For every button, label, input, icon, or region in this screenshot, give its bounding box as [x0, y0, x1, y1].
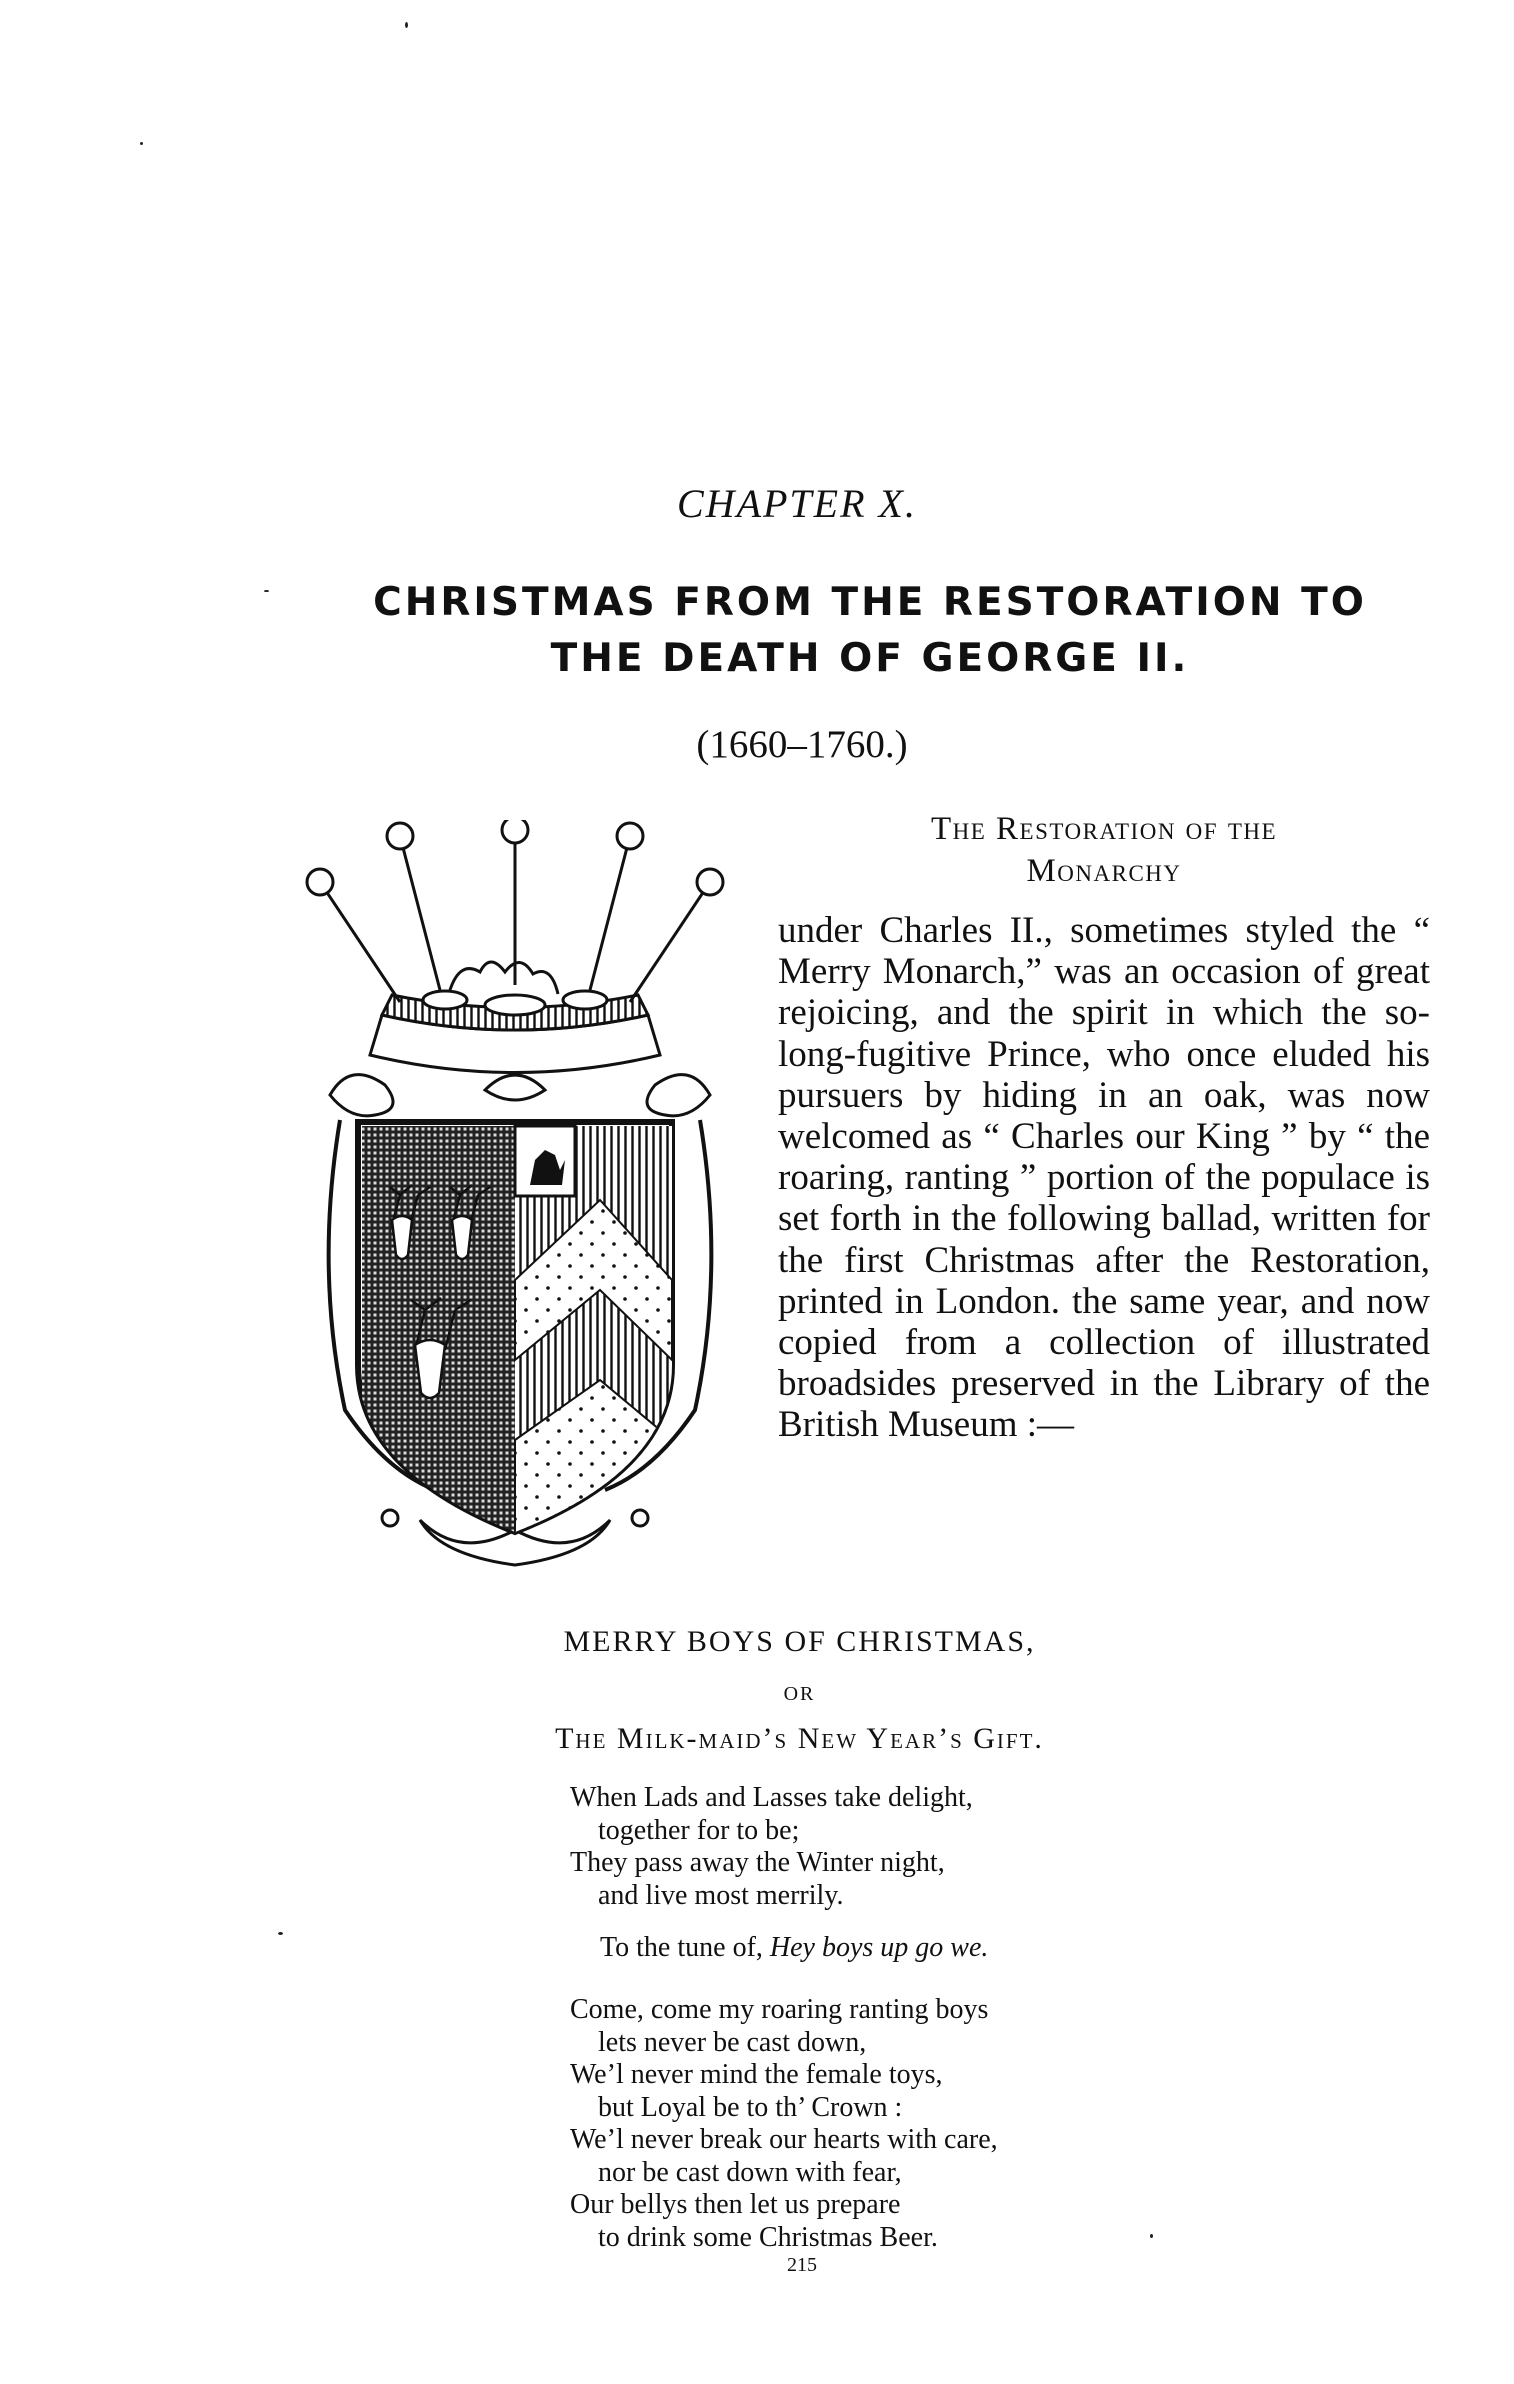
tune-prefix: To the tune of, [600, 1932, 763, 1963]
page-number: 215 [787, 2254, 817, 2276]
verse-line: They pass away the Winter night, [570, 1847, 945, 1878]
scan-speck [405, 22, 408, 28]
chapter-label: CHAPTER X. [677, 481, 917, 526]
verse-line: but Loyal be to th’ Crown : [598, 2091, 903, 2123]
verse-line: lets never be cast down, [598, 2026, 867, 2058]
ballad-subtitle: The Milk-maid’s New Year’s Gift. [555, 1722, 1044, 1755]
scan-speck [264, 590, 269, 592]
crown-icon [307, 820, 723, 1073]
verse-line: to drink some Christmas Beer. [598, 2221, 938, 2253]
verse-line: together for to be; [598, 1814, 800, 1846]
chapter-title [300, 575, 1440, 687]
tune-name: Hey boys up go we. [769, 1932, 989, 1963]
ballad-title: MERRY BOYS OF CHRISTMAS, [563, 1625, 1036, 1658]
verse-line: Our bellys then let us prepare [570, 2189, 901, 2220]
tune-line [600, 1932, 988, 1964]
verse-line: and live most merrily. [598, 1879, 844, 1911]
argument-verse [570, 1782, 1330, 1912]
heraldic-arms-illustration [300, 820, 740, 1580]
chapter-title-line-1: CHRISTMAS FROM THE RESTORATION TO [373, 580, 1367, 625]
verse-line: We’l never break our hearts with care, [570, 2124, 998, 2155]
chapter-title-line-2: THE DEATH OF GEORGE II. [550, 636, 1190, 681]
stanza-one [570, 1994, 1330, 2254]
ballad-or: OR [783, 1683, 816, 1705]
scan-speck [278, 1932, 283, 1935]
verse-line: Come, come my roaring ranting boys [570, 1994, 989, 2025]
verse-line: We’l never mind the female toys, [570, 2059, 943, 2090]
verse-line: When Lads and Lasses take delight, [570, 1782, 973, 1813]
section-heading-line-2: Monarchy [1026, 853, 1182, 889]
intro-paragraph: under Charles II., sometimes styled the “ Merry Monarch,” was an occasion of great rejoicing, and the spirit in which the so-long-fugitive Prince, who once eluded his pursuers by hiding in an oak, was now welcomed as “ Charles our King ” by “ the roaring, ranting ” portion of the populace is set forth in the following ballad, written for the first Christmas after the Restoration, printed in London. the same year, and now copied from a collection of illustrated broadsides preserved in the Library of the British Museum :— [778, 910, 1430, 1446]
scan-speck [140, 142, 143, 145]
verse-line: nor be cast down with fear, [598, 2156, 902, 2188]
scan-speck [1150, 2234, 1153, 2238]
chapter-dates: (1660–1760.) [696, 723, 908, 766]
section-heading-line-1: The Restoration of the [930, 811, 1278, 847]
section-heading [778, 808, 1430, 892]
